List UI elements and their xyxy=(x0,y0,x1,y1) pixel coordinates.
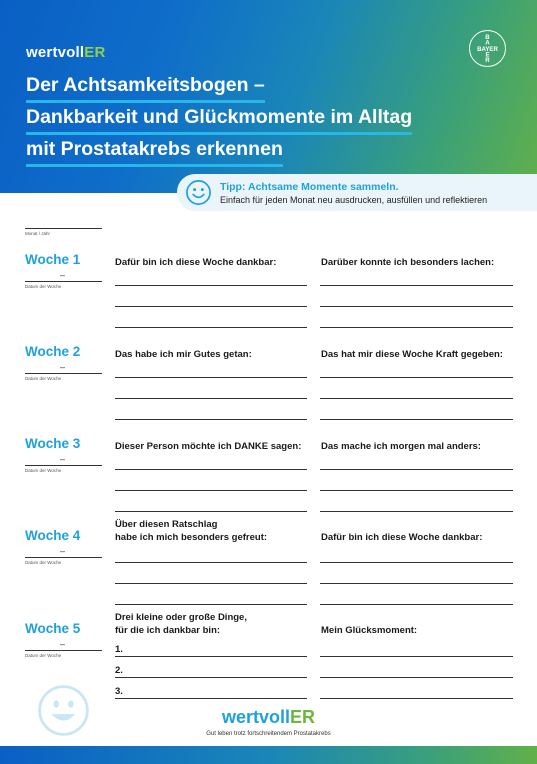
week-date-line[interactable] xyxy=(25,281,102,282)
week-2-right-prompt: Das hat mir diese Woche Kraft gegeben: xyxy=(321,349,503,360)
prompt-line: Über diesen Ratschlag xyxy=(115,519,218,530)
date-separator: – xyxy=(60,546,66,556)
week-date-line[interactable] xyxy=(25,557,102,558)
writing-line[interactable] xyxy=(320,327,513,328)
month-input-line[interactable] xyxy=(25,228,102,229)
list-number: 1. xyxy=(115,644,123,655)
brand-logo-top: wertvollER xyxy=(26,44,106,61)
brand-tagline: Gut leben trotz fortschreitendem Prostatakrebs xyxy=(206,731,331,737)
writing-line[interactable] xyxy=(320,285,513,286)
title-line-1: Der Achtsamkeitsbogen – xyxy=(26,72,265,103)
title-line-3: mit Prostatakrebs erkennen xyxy=(26,136,283,167)
writing-line[interactable] xyxy=(115,677,307,678)
week-3-left-prompt: Dieser Person möchte ich DANKE sagen: xyxy=(115,441,302,452)
writing-line[interactable] xyxy=(115,469,307,470)
week-date-label: Datum der Woche xyxy=(25,653,62,658)
logo-letter-4: E xyxy=(485,51,490,59)
week-3-right-prompt: Das mache ich morgen mal anders: xyxy=(321,441,481,452)
writing-line[interactable] xyxy=(115,562,307,563)
writing-line[interactable] xyxy=(320,377,513,378)
writing-line[interactable] xyxy=(320,419,513,420)
writing-line[interactable] xyxy=(320,511,513,512)
writing-line[interactable] xyxy=(115,419,307,420)
writing-line[interactable] xyxy=(115,511,307,512)
writing-line[interactable] xyxy=(115,490,307,491)
writing-line[interactable] xyxy=(115,306,307,307)
week-5-right-prompt: Mein Glücksmoment: xyxy=(321,625,418,636)
logo-letter-2: A xyxy=(485,39,490,47)
writing-line[interactable] xyxy=(320,306,513,307)
week-title: Woche 3 xyxy=(25,436,81,451)
logo-letter-1: B xyxy=(485,33,490,41)
list-number: 2. xyxy=(115,665,123,676)
week-date-label: Datum der Woche xyxy=(25,376,62,381)
week-date-label: Datum der Woche xyxy=(25,284,62,289)
writing-line[interactable] xyxy=(320,469,513,470)
writing-line[interactable] xyxy=(115,656,307,657)
writing-line[interactable] xyxy=(320,562,513,563)
smiley-icon xyxy=(185,179,212,206)
week-date-line[interactable] xyxy=(25,465,102,466)
month-label: Monat / Jahr xyxy=(25,231,51,236)
week-1-right-prompt: Darüber konnte ich besonders lachen: xyxy=(321,257,495,268)
week-1-left-prompt: Dafür bin ich diese Woche dankbar: xyxy=(115,257,277,268)
writing-line[interactable] xyxy=(115,583,307,584)
prompt-line: habe ich mich besonders gefreut: xyxy=(115,532,268,543)
week-date-line[interactable] xyxy=(25,373,102,374)
date-separator: – xyxy=(60,454,66,464)
date-separator: – xyxy=(60,639,66,649)
header-banner xyxy=(0,0,537,193)
writing-line[interactable] xyxy=(320,398,513,399)
week-date-label: Datum der Woche xyxy=(25,468,62,473)
writing-line[interactable] xyxy=(115,327,307,328)
writing-line[interactable] xyxy=(115,698,307,699)
date-separator: – xyxy=(60,362,66,372)
writing-line[interactable] xyxy=(115,285,307,286)
tip-box xyxy=(177,174,537,211)
writing-line[interactable] xyxy=(115,604,307,605)
writing-line[interactable] xyxy=(320,656,513,657)
writing-line[interactable] xyxy=(320,604,513,605)
tip-text: Einfach für jeden Monat neu ausdrucken, ausfüllen und reflektieren xyxy=(220,195,488,205)
date-separator: – xyxy=(60,270,66,280)
week-date-line[interactable] xyxy=(25,650,102,651)
tip-title: Tipp: Achtsame Momente sammeln. xyxy=(220,181,399,193)
writing-line[interactable] xyxy=(320,698,513,699)
writing-line[interactable] xyxy=(320,677,513,678)
prompt-line: Drei kleine oder große Dinge, xyxy=(115,612,247,623)
week-2-left-prompt: Das habe ich mir Gutes getan: xyxy=(115,349,252,360)
writing-line[interactable] xyxy=(115,398,307,399)
week-title: Woche 4 xyxy=(25,528,81,543)
bayer-logo xyxy=(469,30,506,67)
brand-logo-bottom: wertvollER xyxy=(221,707,316,727)
week-4-right-prompt: Dafür bin ich diese Woche dankbar: xyxy=(321,532,483,543)
week-title: Woche 5 xyxy=(25,621,81,636)
logo-letter-5: R xyxy=(485,57,490,65)
week-5-left-prompt xyxy=(115,611,247,637)
page-title xyxy=(26,72,496,168)
week-4-left-prompt xyxy=(115,518,267,544)
logo-text-horizontal: BAYER xyxy=(477,46,498,54)
prompt-line: für die ich dankbar bin: xyxy=(115,625,221,636)
week-date-label: Datum der Woche xyxy=(25,560,62,565)
week-title: Woche 1 xyxy=(25,252,81,267)
footer-bar xyxy=(0,746,537,764)
list-number: 3. xyxy=(115,686,123,697)
writing-line[interactable] xyxy=(320,583,513,584)
title-line-2: Dankbarkeit und Glückmomente im Alltag xyxy=(26,104,412,135)
writing-line[interactable] xyxy=(320,490,513,491)
week-title: Woche 2 xyxy=(25,344,81,359)
writing-line[interactable] xyxy=(115,377,307,378)
